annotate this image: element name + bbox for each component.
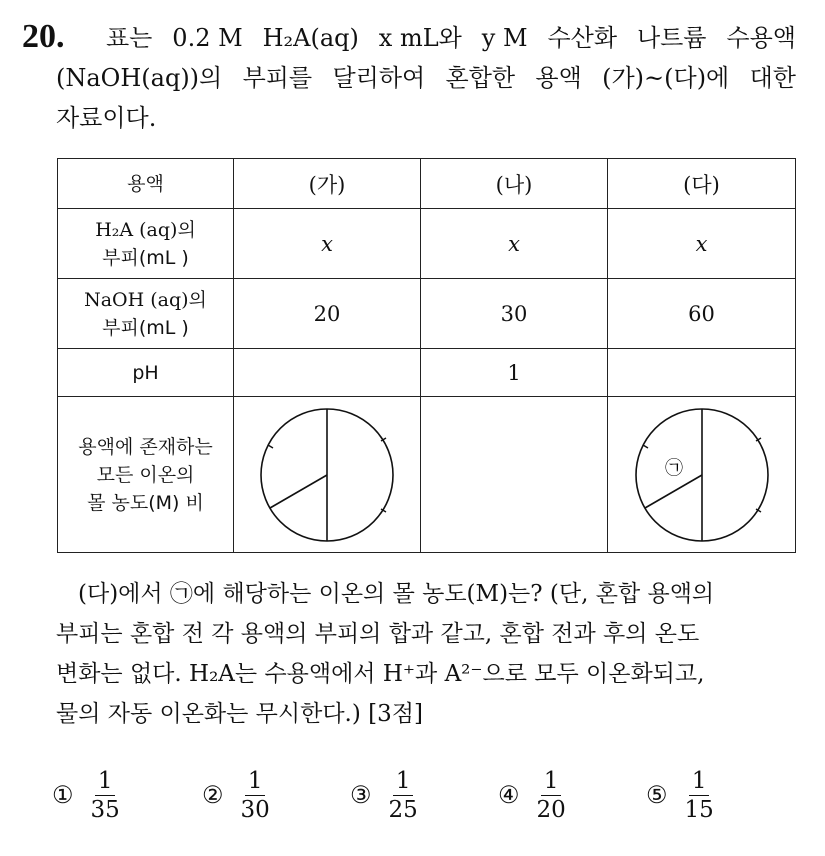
table-cell: 1 — [421, 349, 608, 397]
question-line: 부피는 혼합 전 각 용액의 부피의 합과 같고, 혼합 전과 후의 온도 — [56, 621, 700, 647]
question-stem — [56, 18, 796, 138]
answer-choice-4[interactable] — [498, 760, 569, 830]
stem-line-3: 자료이다. — [56, 104, 157, 132]
pie-tick — [643, 445, 648, 448]
pie-divider — [645, 475, 702, 508]
table-cell: 30 — [421, 279, 608, 349]
table-cell: 20 — [234, 279, 421, 349]
answer-choice-3[interactable] — [350, 760, 421, 830]
column-header: (가) — [234, 159, 421, 209]
choice-fraction — [386, 767, 421, 824]
stem-word: x mL와 — [378, 24, 462, 52]
ion-ratio-pie-da — [632, 405, 772, 545]
row-label-bottom: 부피(mL ) — [102, 246, 189, 269]
stem-word: 달리하여 — [332, 64, 426, 92]
row-label — [58, 279, 234, 349]
table-cell — [608, 209, 796, 279]
row-label: pH — [58, 349, 234, 397]
fraction-denominator: 15 — [684, 796, 714, 823]
fraction-denominator: 30 — [240, 796, 270, 823]
stem-word: 용액 — [535, 64, 582, 92]
answer-choice-2[interactable] — [202, 760, 273, 830]
question-text — [56, 574, 798, 734]
stem-word: y M — [481, 24, 528, 52]
row-label — [58, 209, 234, 279]
table-row — [58, 209, 796, 279]
fraction-numerator: 1 — [689, 767, 710, 796]
pie-cell-da — [608, 397, 796, 553]
table-header-row — [58, 159, 796, 209]
fraction-numerator: 1 — [95, 767, 116, 796]
table-row-ion-ratio — [58, 397, 796, 553]
cell-value: x — [695, 231, 708, 256]
stem-word: 대한 — [749, 64, 796, 92]
table-cell — [421, 209, 608, 279]
choice-fraction — [682, 767, 717, 824]
table-cell — [234, 349, 421, 397]
stem-word: H₂A(aq) — [262, 24, 359, 52]
fraction-numerator: 1 — [541, 767, 562, 796]
fraction-denominator: 35 — [90, 796, 120, 823]
answer-choice-5[interactable] — [646, 760, 717, 830]
stem-word: 수용액 — [726, 24, 796, 52]
choice-mark: ② — [202, 781, 224, 809]
stem-line-2 — [56, 58, 796, 98]
pie-divider — [270, 475, 327, 508]
question-line: 물의 자동 이온화는 무시한다.) [3점] — [56, 701, 423, 727]
choice-mark: ④ — [498, 781, 520, 809]
column-header: (나) — [421, 159, 608, 209]
ion-ratio-pie-ga — [257, 405, 397, 545]
table-cell — [234, 209, 421, 279]
cell-value: x — [321, 231, 333, 256]
stem-word: (NaOH(aq))의 — [56, 64, 223, 92]
table-cell — [608, 349, 796, 397]
question-line: 변화는 없다. H₂A는 수용액에서 H⁺과 A²⁻으로 모두 이온화되고, — [56, 661, 705, 687]
table-cell: 60 — [608, 279, 796, 349]
row-label — [58, 397, 234, 553]
question-number: 20. — [22, 18, 65, 55]
solution-data-table — [57, 158, 796, 553]
stem-line-1 — [106, 18, 796, 58]
stem-word: (가)~(다)에 — [602, 64, 730, 92]
pie-cell-ga — [234, 397, 421, 553]
stem-word: 수산화 — [547, 24, 618, 52]
stem-word: 혼합한 — [445, 64, 516, 92]
answer-choices — [52, 760, 772, 830]
choice-mark: ① — [52, 781, 74, 809]
row-label-line: 모든 이온의 — [96, 463, 195, 486]
row-label-line: 용액에 존재하는 — [78, 435, 213, 458]
choice-mark: ③ — [350, 781, 372, 809]
fraction-denominator: 25 — [388, 796, 418, 823]
row-label-top: NaOH (aq)의 — [84, 288, 207, 311]
fraction-denominator: 20 — [536, 796, 566, 823]
ion-marker-label: ㉠ — [664, 457, 683, 479]
table-row — [58, 349, 796, 397]
choice-fraction — [238, 767, 273, 824]
fraction-numerator: 1 — [245, 767, 266, 796]
answer-choice-1[interactable] — [52, 760, 123, 830]
choice-mark: ⑤ — [646, 781, 668, 809]
cell-value: x — [508, 231, 520, 256]
row-label-line: 몰 농도(M) 비 — [87, 491, 204, 514]
header-label: 용액 — [58, 159, 234, 209]
stem-word: 표는 — [106, 24, 153, 52]
fraction-numerator: 1 — [393, 767, 414, 796]
stem-word: 0.2 M — [172, 24, 243, 52]
column-header: (다) — [608, 159, 796, 209]
row-label-top: H₂A (aq)의 — [95, 218, 196, 241]
question-line: (다)에서 ㉠에 해당하는 이온의 몰 농도(M)는? (단, 혼합 용액의 — [78, 581, 715, 607]
table-row — [58, 279, 796, 349]
stem-word: 나트륨 — [636, 24, 707, 52]
stem-word: 부피를 — [242, 64, 313, 92]
pie-cell-na — [421, 397, 608, 553]
pie-tick — [268, 445, 273, 448]
row-label-bottom: 부피(mL ) — [102, 316, 189, 339]
choice-fraction — [88, 767, 123, 824]
choice-fraction — [534, 767, 569, 824]
